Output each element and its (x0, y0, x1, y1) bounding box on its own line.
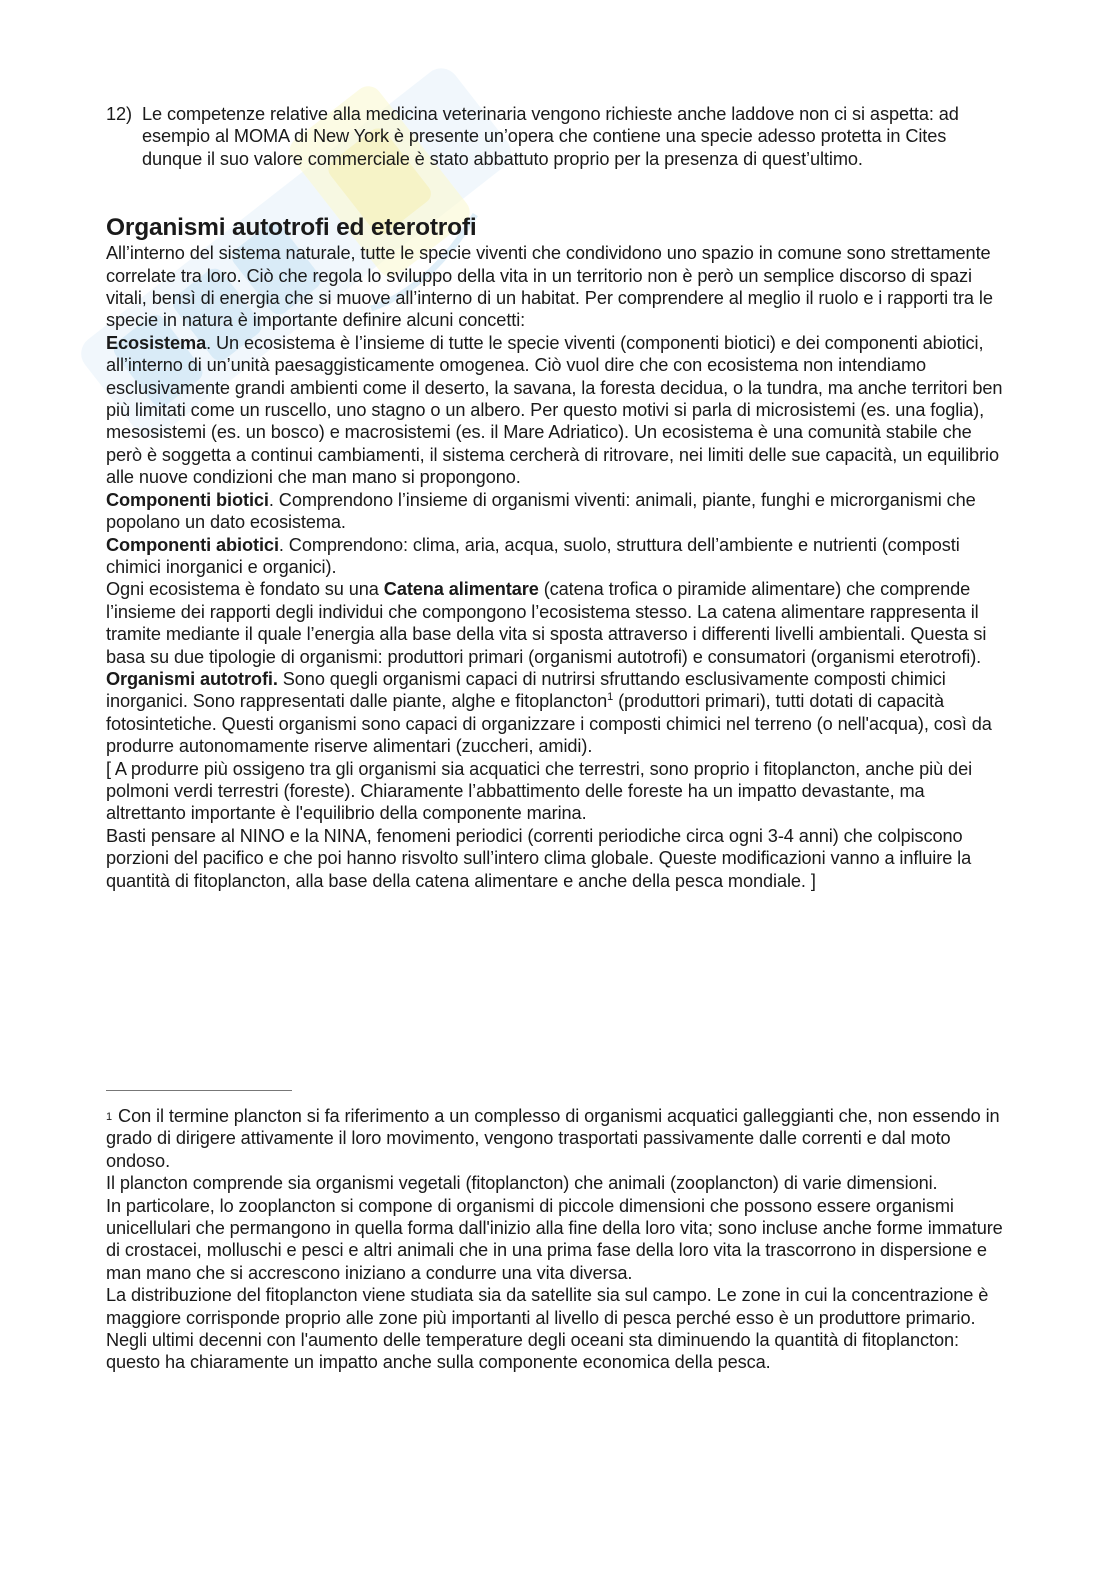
footnote-paragraph-4: La distribuzione del fitoplancton viene studiata sia da satellite sia sul campo. Le zone in cui la concentrazione è maggiore corrisponde proprio alle zone più importanti al livello di pesca perché esso è un produttore primario. Negli ultimi decenni con l'aumento delle temperature degli oceani sta diminuendo la quantità di fitoplancton: questo ha chiaramente un impatto anche sulla componente economica della pesca. (106, 1285, 989, 1373)
biotici-text: . Comprendono l’insieme di organismi viventi: animali, piante, funghi e microrganismi che popolano un dato ecosistema. (106, 489, 976, 533)
autotrofi-paragraph (106, 668, 1006, 758)
footnote-paragraph-1 (106, 1105, 1006, 1172)
footnotes (106, 1105, 1006, 1374)
biotici-term: Componenti biotici (106, 489, 269, 510)
autotrofi-term: Organismi autotrofi. (106, 668, 278, 689)
footnote-divider (106, 1090, 292, 1091)
section-heading: Organismi autotrofi ed eterotrofi (106, 214, 477, 242)
ecosistema-paragraph (106, 332, 1006, 489)
catena-term: Catena alimentare (383, 579, 539, 600)
abiotici-paragraph (106, 534, 1006, 579)
abiotici-term: Componenti abiotici (106, 534, 279, 555)
page-content (106, 103, 1006, 892)
abiotici-text: . Comprendono: clima, aria, acqua, suolo, struttura dell’ambiente e nutrienti (composti chimici inorganici e organici). (106, 534, 960, 577)
footnote-text-1: Con il termine plancton si fa riferimento a un complesso di organismi acquatici galleggianti che, non essendo in grado di dirigere attivamente il loro movimento, vengono trasportati passivamente dalle correnti e dal moto ondoso. (106, 1106, 1000, 1171)
footnote-number: 1 (106, 1111, 113, 1123)
bracket-note-2: Basti pensare al NINO e la NINA, fenomeni periodici (correnti periodiche circa ogni 3-4 anni) che colpiscono porzioni del pacifico e che poi hanno risvolto sull’intero clima globale. Queste modificazioni vanno a influire la quantità di fitoplancton, alla base della catena alimentare e anche della pesca mondiale. ] (106, 825, 972, 891)
footnote-paragraph-2: Il plancton comprende sia organismi vegetali (fitoplancton) che animali (zooplancton) di varie dimensioni. (106, 1173, 938, 1194)
footnote-paragraph-3: In particolare, lo zooplancton si compone di organismi di piccole dimensioni che possono essere organismi unicellulari che permangono in quella forma dall'inizio alla fine della loro vita; sono incluse anche forme immature di crostacei, molluschi e pesci e altri animali che in una prima fase della loro vita la trascorrono in dispersione e man mano che si accrescono iniziano a condurre una vita diversa. (106, 1195, 1003, 1283)
list-item-12 (106, 103, 1006, 170)
catena-before: Ogni ecosistema è fondato su una (106, 579, 384, 600)
list-item-text: Le competenze relative alla medicina veterinaria vengono richieste anche laddove non ci si aspetta: ad esempio al MOMA di New York è presente un’opera che contiene una specie adesso protetta in Cites dunque il suo valore commerciale è stato abbattuto proprio per la presenza di quest’ultimo. (142, 104, 959, 169)
ecosistema-term: Ecosistema (106, 332, 207, 353)
autotrofi-text-1: Sono quegli organismi capaci di nutrirsi sfruttando esclusivamente composti chimici inorganici. Sono rappresentati dalle piante, alghe e fitoplancton (106, 668, 946, 712)
ecosistema-text: . Un ecosistema è l’insieme di tutte le specie viventi (componenti biotici) e dei componenti abiotici, all’interno di un’unità paesaggisticamente omogenea. Ciò vuol dire che con ecosistema non intendiamo esclusivamente grandi ambienti come il deserto, la savana, la foresta decidua, o la tundra, ma anche territori ben più limitati come un ruscello, uno stagno o un albero. Per questo motivi si parla di microsistemi (es. una foglia), mesosistemi (es. un bosco) e macrosistemi (es. il Mare Adriatico). Un ecosistema è una comunità stabile che però è soggetta a continui cambiamenti, il sistema cercherà di ritrovare, nei limiti delle sue capacità, un equilibrio alle nuove condizioni che man mano si propongono. (106, 332, 1003, 488)
footnote-reference[interactable]: 1 (607, 691, 614, 704)
autotrofi-text-2: (produttori primari), tutti dotati di capacità fotosintetiche. Questi organismi sono capaci di organizzare i composti chimici nel terreno (o nell'acqua), così da produrre autonomamente riserve alimentari (zuccheri, amidi). (106, 691, 992, 757)
intro-paragraph: All’interno del sistema naturale, tutte le specie viventi che condividono uno spazio in comune sono strettamente correlate tra loro. Ciò che regola lo sviluppo della vita in un territorio non è però un semplice discorso di spazi vitali, bensì di energia che si muove all’interno di un habitat. Per comprendere al meglio il ruolo e i rapporti tra le specie in natura è importante definire alcuni concetti: (106, 243, 993, 331)
list-item-number: 12) (106, 104, 132, 124)
catena-paragraph (106, 578, 1006, 668)
bracket-note-1: [ A produrre più ossigeno tra gli organismi sia acquatici che terrestri, sono proprio i fitoplancton, anche più dei polmoni verdi terrestri (foreste). Chiaramente l’abbattimento delle foreste ha un impatto devastante, ma altrettanto importante è l'equilibrio della componente marina. (106, 758, 973, 824)
catena-after: (catena trofica o piramide alimentare) che comprende l’insieme dei rapporti degli individui che compongono l’ecosistema stesso. La catena alimentare rappresenta il tramite mediante il quale l’energia alla base della vita si sposta attraverso i differenti livelli ambientali. Questa si basa su due tipologie di organismi: produttori primari (organismi autotrofi) e consumatori (organismi eterotrofi). (106, 579, 987, 667)
biotici-paragraph (106, 489, 1006, 534)
